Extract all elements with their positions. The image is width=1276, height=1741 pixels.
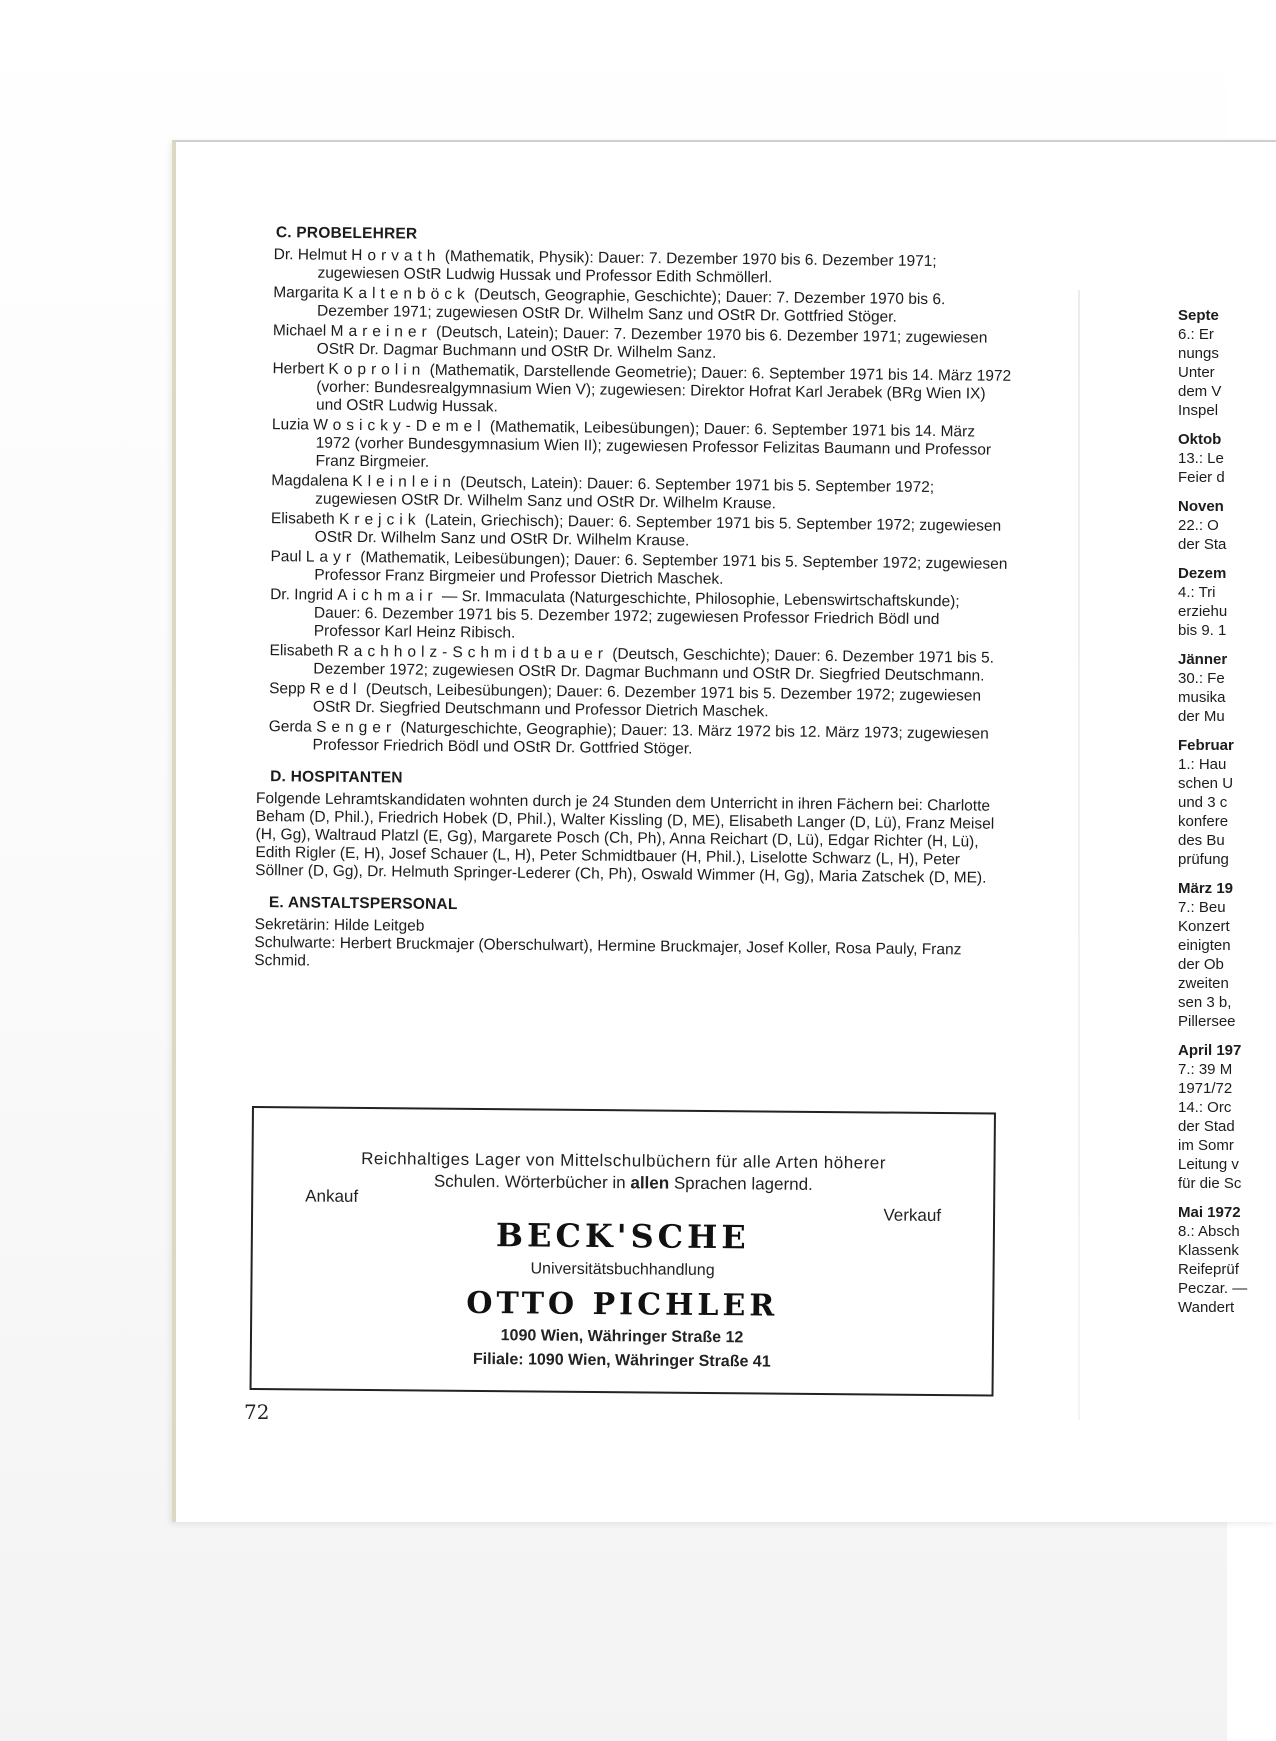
facing-page-heading: März 19 xyxy=(1178,880,1234,897)
facing-page-line: erziehu xyxy=(1178,603,1228,620)
entry-surname: Wosicky-Demel xyxy=(313,416,486,436)
probelehrer-entry xyxy=(259,472,1011,516)
facing-page-line: der Ob xyxy=(1178,956,1224,973)
entry-first-name: Michael xyxy=(272,322,331,340)
entry-first-name: Sepp xyxy=(269,680,310,698)
entry-details: (Mathematik, Physik): Dauer: 7. Dezember 1970 bis 6. Dezember 1971; zugewiesen OStR Ludwig Hussak und Professor Edith Schmöllerl. xyxy=(317,247,937,287)
facing-page-line: 7.: Beu xyxy=(1178,899,1226,916)
entry-surname: Layr xyxy=(305,548,357,567)
facing-page-heading: April 197 xyxy=(1178,1042,1242,1059)
entry-details: (Mathematik, Leibesübungen); Dauer: 6. September 1971 bis 14. März 1972 (vorher Bundesgymnasium Wien II); zugewiesen Professor Felizitas Baumann und Professor Franz Birgmeier. xyxy=(315,418,992,471)
entry-details: (Mathematik, Darstellende Geometrie); Dauer: 6. September 1971 bis 14. März 1972 (vorher: Bundesrealgymnasium Wien V); zugewiesen: Direktor Hofrat Karl Jerabek (BRg Wien IX) und OStR Ludwig Hussak. xyxy=(316,361,1012,416)
entry-surname: Horvath xyxy=(351,246,441,265)
facing-page-line: Wandert xyxy=(1178,1299,1235,1316)
staff-list xyxy=(254,916,1007,978)
ad-ankauf: Ankauf xyxy=(305,1186,359,1206)
facing-page-line: 8.: Absch xyxy=(1178,1223,1240,1240)
facing-page-line: nungs xyxy=(1178,345,1219,362)
entry-surname: Mareiner xyxy=(330,322,432,341)
facing-page-line: 14.: Orc xyxy=(1178,1099,1232,1116)
facing-page-line: der Mu xyxy=(1178,708,1225,725)
ad-shop-name: BECK'SCHE xyxy=(495,1216,750,1257)
facing-page-line: schen U xyxy=(1178,775,1234,792)
facing-page-line: 30.: Fe xyxy=(1178,670,1225,687)
probelehrer-entry xyxy=(259,416,1012,478)
page-number: 72 xyxy=(244,1400,270,1424)
facing-page-line: musika xyxy=(1178,689,1226,706)
probelehrer-entry xyxy=(257,680,1009,724)
entry-surname: Koprolin xyxy=(328,360,426,379)
facing-page-line: des Bu xyxy=(1178,832,1225,849)
entry-details: — Sr. Immaculata (Naturgeschichte, Philosophie, Lebenswirtschaftskunde); Dauer: 6. Dezember 1971 bis 5. Dezember 1972; zugewiesen Professor Friedrich Bödl und Professor Karl Heinz Ribisch. xyxy=(313,587,960,642)
entry-surname: Krejcik xyxy=(338,510,421,529)
facing-page-line: und 3 c xyxy=(1178,794,1228,811)
probelehrer-entry xyxy=(259,510,1011,554)
ad-shop-type: Universitätsbuchhandlung xyxy=(530,1260,715,1280)
entry-first-name: Margarita xyxy=(273,284,344,302)
facing-page-heading: Jänner xyxy=(1178,651,1228,668)
ad-address-1: 1090 Wien, Währinger Straße 12 xyxy=(500,1327,744,1347)
facing-page-line: Peczar. — xyxy=(1178,1280,1248,1297)
entry-first-name: Paul xyxy=(270,548,306,566)
facing-page-line: der Sta xyxy=(1178,536,1227,553)
facing-page-line: Feier d xyxy=(1178,469,1225,486)
facing-page-line: 22.: O xyxy=(1178,517,1219,534)
facing-page-line: 1.: Hau xyxy=(1178,756,1227,773)
facing-page-line: bis 9. 1 xyxy=(1178,622,1227,639)
entry-details: (Mathematik, Leibesübungen); Dauer: 6. September 1971 bis 5. September 1972; zugewiesen Professor Franz Birgmeier und Professor Dietrich Maschek. xyxy=(314,549,1008,588)
probelehrer-entry xyxy=(256,718,1008,762)
facing-page-line: für die Sc xyxy=(1178,1175,1242,1192)
entry-surname: Senger xyxy=(316,718,397,737)
facing-page-line: sen 3 b, xyxy=(1178,994,1232,1011)
facing-page-line: Unter xyxy=(1178,364,1215,381)
facing-page-line: im Somr xyxy=(1178,1137,1234,1154)
entry-surname: Kleinlein xyxy=(352,472,457,492)
hospitanten-text: Folgende Lehramtskandidaten wohnten durch je 24 Stunden dem Unterricht in ihren Fächern bei: Charlotte Beham (D, Phil.), Friedrich Hobek (D, Phil.), Walter Kissling (D, ME), Elisabeth Langer (D, Lü), Franz Meisel (H, Gg), Waltraud Platzl (E, Gg), Margarete Posch (Ch, Ph), Anna Reichart (D, Lü), Edgar Richter (H, Lü), Edith Rigler (E, H), Josef Schauer (L, H), Peter Schmidtbauer (H, Phil.), Liselotte Schwarz (L, H), Peter Söllner (D, Gg), Dr. Helmuth Springer-Lederer (Ch, Ph), Oswald Wimmer (H, Gg), Maria Zatschek (D, ME). xyxy=(255,789,995,887)
entry-first-name: Dr. Helmut xyxy=(273,246,352,264)
facing-page-line: 7.: 39 M xyxy=(1178,1061,1233,1078)
entry-first-name: Elisabeth xyxy=(270,510,340,528)
facing-page-line: Pillersee xyxy=(1178,1013,1236,1030)
entry-details: (Deutsch, Leibesübungen); Dauer: 6. Dezember 1971 bis 5. Dezember 1972; zugewiesen OStR Dr. Siegfried Deutschmann und Professor Dietrich Maschek. xyxy=(312,681,982,721)
facing-page-heading: Oktob xyxy=(1178,431,1222,448)
facing-page-heading: Noven xyxy=(1178,498,1224,515)
facing-page-heading: Septe xyxy=(1178,307,1219,324)
entry-first-name: Dr. Ingrid xyxy=(270,586,338,604)
entry-surname: Rachholz-Schmidtbauer xyxy=(337,642,609,663)
facing-page-line: dem V xyxy=(1178,383,1222,400)
page-fold xyxy=(1078,290,1080,1420)
ad-owner: OTTO PICHLER xyxy=(466,1285,779,1324)
probelehrer-entry xyxy=(261,284,1013,328)
entry-first-name: Herbert xyxy=(272,360,329,378)
facing-page-line: der Stad xyxy=(1178,1118,1235,1135)
facing-page-line: Inspel xyxy=(1178,402,1219,419)
entry-surname: Kaltenböck xyxy=(342,284,470,304)
probelehrer-entry xyxy=(258,548,1010,592)
facing-page-line: 4.: Tri xyxy=(1178,584,1216,601)
probelehrer-entry xyxy=(260,360,1013,422)
probelehrer-entry xyxy=(257,642,1009,686)
facing-page-line: einigten xyxy=(1178,937,1231,954)
staff-secretary: Sekretärin: Hilde Leitgeb xyxy=(254,915,425,935)
section-heading-hospitanten: D. HOSPITANTEN xyxy=(270,768,403,787)
entry-first-name: Magdalena xyxy=(271,472,353,490)
probelehrer-list xyxy=(256,246,1013,762)
facing-page-line: Leitung v xyxy=(1178,1156,1239,1173)
ad-line-2: Schulen. Wörterbücher in allen Sprachen lagernd. xyxy=(433,1171,813,1194)
facing-page-line: prüfung xyxy=(1178,851,1229,868)
facing-page-heading: Dezem xyxy=(1178,565,1227,582)
entry-details: (Deutsch, Geschichte); Dauer: 6. Dezember 1971 bis 5. Dezember 1972; zugewiesen OStR Dr. Dagmar Buchmann und OStR Dr. Siegfried Deutschmann. xyxy=(313,645,995,685)
facing-page-line: Konzert xyxy=(1178,918,1230,935)
entry-details: (Deutsch, Latein): Dauer: 6. September 1971 bis 5. September 1972; zugewiesen OStR Dr. Wilhelm Sanz und OStR Dr. Wilhelm Krause. xyxy=(315,474,935,513)
entry-details: (Deutsch, Geographie, Geschichte); Dauer: 7. Dezember 1970 bis 6. Dezember 1971; zugewiesen OStR Dr. Wilhelm Sanz und OStR Dr. Gottfried Stöger. xyxy=(317,286,946,326)
section-heading-anstaltspersonal: E. ANSTALTSPERSONAL xyxy=(268,894,458,914)
facing-page-line: 6.: Er xyxy=(1178,326,1214,343)
entry-details: (Deutsch, Latein); Dauer: 7. Dezember 1970 bis 6. Dezember 1971; zugewiesen OStR Dr. Dagmar Buchmann und OStR Dr. Wilhelm Sanz. xyxy=(316,323,988,362)
entry-surname: Aichmair xyxy=(337,586,438,605)
probelehrer-entry xyxy=(261,246,1013,290)
facing-page-line: Reifeprüf xyxy=(1178,1261,1239,1278)
ad-address-2: Filiale: 1090 Wien, Währinger Straße 41 xyxy=(472,1350,771,1371)
entry-details: (Latein, Griechisch); Dauer: 6. September 1971 bis 5. September 1972; zugewiesen OStR Dr. Wilhelm Sanz und OStR Dr. Wilhelm Krause. xyxy=(314,511,1002,550)
entry-first-name: Elisabeth xyxy=(269,642,338,660)
facing-page-heading: Mai 1972 xyxy=(1178,1204,1241,1221)
facing-page-fragment xyxy=(1178,296,1248,1317)
entry-surname: Redl xyxy=(309,680,362,699)
ad-line-1: Reichhaltiges Lager von Mittelschulbüchern für alle Arten höherer xyxy=(361,1148,887,1173)
ad-verkauf: Verkauf xyxy=(883,1205,942,1226)
section-heading-probelehrer: C. PROBELEHRER xyxy=(275,224,418,243)
probelehrer-entry xyxy=(258,586,1011,648)
facing-page-line: Klassenk xyxy=(1178,1242,1239,1259)
facing-page-line: 13.: Le xyxy=(1178,450,1224,467)
facing-page-line: zweiten xyxy=(1178,975,1229,992)
facing-page-heading: Februar xyxy=(1178,737,1234,754)
facing-page-line: konfere xyxy=(1178,813,1229,830)
main-column xyxy=(254,224,1014,978)
entry-first-name: Luzia xyxy=(271,416,314,434)
facing-page-line: 1971/72 xyxy=(1178,1080,1233,1097)
staff-caretakers: Schulwarte: Herbert Bruckmajer (Oberschulwart), Hermine Bruckmajer, Josef Koller, Rosa Pauly, Franz Schmid. xyxy=(254,933,962,970)
entry-details: (Naturgeschichte, Geographie); Dauer: 13. März 1972 bis 12. März 1973; zugewiesen Professor Friedrich Bödl und OStR Dr. Gottfried Stöger. xyxy=(312,719,989,758)
entry-first-name: Gerda xyxy=(268,718,317,736)
probelehrer-entry xyxy=(261,322,1013,366)
bookshop-advertisement xyxy=(250,1106,996,1396)
